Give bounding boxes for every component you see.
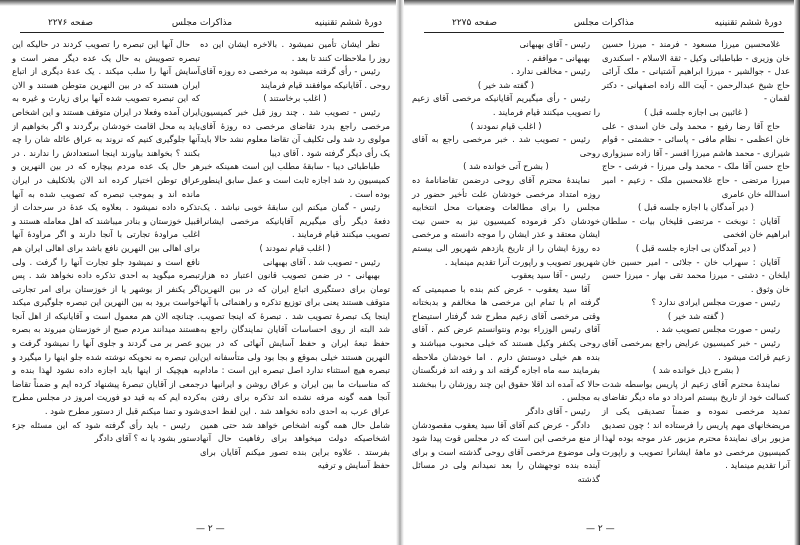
stage-note: ( دیر آمدگان با اجازه جلسه قبل ) [638, 202, 754, 213]
paragraph: دادگر - عرض کنم آقای آقا سید یعقوب مقصودشان از منع مرخصی این است که در مجلس قوت پیدا شود ولی موضوع مرخصی آقای روحی گذشته است و برای آینده بنده توجهشان را بعد نمیدانم ولی در مسائل گذشته [412, 419, 600, 484]
paragraph: رئیس - تصویب شد . خبر مرخصی راجع به آقای روحی [412, 134, 600, 158]
paragraph: رئیس - رأی میگیریم آقایانیکه مرخصی آقای زعیم را تصویب میکنند قیام فرمایند . [412, 93, 600, 117]
paragraph: رئیس - صورت مجلس ایرادی ندارد ؟ [651, 297, 780, 308]
stage-note: ( غائبین بی اجازه جلسه قبل ) [644, 106, 748, 117]
paragraph: رئیس - صورت مجلس تصویب شد . [656, 324, 780, 335]
text-column [412, 38, 600, 487]
paragraph: رئیس - گمان میکنم این سابقهٔ خوبی نباشد . یک دفعهٔ دیگر رأی میگیریم آقایانیکه مرخصی ایشانرا تصویب میکنند قیام فرمایند . [200, 202, 390, 240]
paragraph: رئیس - تصویب شد . چند روز قبل خبر کمیسیون مرخصی راجع بدرد تقاضای مرخصی ده روزهٔ آقای مولوی رد شد ولی تکلیف آن تقاضا معلوم نشد حالا باید یک رأی دیگر گرفته شود . آقای دیبا [200, 106, 390, 158]
paragraph: رئیس - آقای دادگر [525, 406, 590, 417]
page-header [424, 18, 784, 33]
book-fold [396, 0, 404, 545]
paragraph: حاج آقا رضا رفیع - محمد ولی خان اسدی - علی خان اعظمی - نظام مافی - پاسائی - حشمتی - قوام شیرازی - محمد هاشم میرزا افسر - آقا زاده سبزواری حاج حسن آقا ملک - محمد ولی میرزا - فرشی - حاج میرزا مرتضی - حاج غلامحسین ملک - زعیم - امیر اسدالله خان عامری [602, 120, 790, 199]
page-header [20, 18, 384, 33]
stage-note: ( گفته شد خیر ) [477, 79, 535, 90]
stage-note: ( اغلب قیام نمودند ) [259, 242, 331, 253]
header-title: مذاکرات مجلس [171, 18, 233, 28]
paragraph: غلامحسین میرزا مسعود - فرمند - میرزا حسین خان وزیری - طباطبائی وکیل - ثقة الاسلام - اسکندری عدل - جوالشیر - میرزا ابراهیم آشتیانی - ملک آرائی حاج شیخ عبدالرحمن - آیت الله زاده اصفهانی - دکتر لقمان - [602, 39, 790, 104]
paragraph: بهبهانی - در ضمن تصویب قانون اعتبار ده هزار تومان برای دستگیری اتباع ایران که در بین النهرین متوقف هستند یعنی برای توزیع تذکره و راهنمائی با آنها اینجا یک تبصرهٔ تصویب شد . تبصرهٔ که اینجا تصویب شد البته از روی احساسات آقایان نمایندگان راجع به حفظ تبعهٔ ایران و حفظ آسایش آنهائی که در بین النهرین هستند خیلی بموقع و بجا بود ولی متأسفانه این تبصره هیچ استثناء ندارد اصل تبصره این است : مادام که مناسبات ما بین ایران و عراق روشن و ایرانیها در آنجا همه گونه مرفه نشده اند تذکره برای رفتن به عراق عرب به احدی داده نخواهد شد . این لفظ احدی شامل حال همه گونه اشخاص خواهد شد حتی همین اشخاصیکه دولت میخواهد برای رفاهیت حال آنها بفرستد . علاوه براین بنده تصور میکنم آقایان برای حفظ آسایش و ترفیه [200, 270, 390, 471]
stage-note: ( گفته شد خیر ) [667, 310, 725, 321]
stage-note: ( اغلب برخاستند ) [263, 93, 327, 104]
page-number: صفحه ۲۲۷۶ [48, 18, 94, 28]
text-column [200, 38, 390, 473]
page-footer-number: — ۲ — [586, 524, 615, 534]
paragraph: رئیس - رأی گرفته میشود به مرخصی ده روزه آقای روحی . آقایانیکه موافقند قیام فرمایند [200, 66, 390, 90]
text-column [602, 38, 790, 473]
paragraph: رئیس - خبر کمیسیون عرایض راجع بمرخصی آقای زعیم قرائت میشود . [602, 338, 790, 362]
paragraph: آقا سید یعقوب - عرض کنم بنده با صمیمیتی که گرفته ام با تمام این مرخصی ها مخالفم و بدبختانه وقتی مرخصی آقای زعیم مطرح شد گرفتار استیضاح آقای رئیس الوزراء بودم ونتوانستم عرض کنم . آقای روحی یکنفر وکیل هستند که خیلی محبوب میباشند و بنده هم خیلی دوستش دارم . اما خودشان ملاحظه بفرمایند سه ماه اجازه گرفته اند و رفته اند فرنگستان حالا که آمده اند اقلا حقوق این چند روزشان را ببخشند به مجلس . [412, 283, 600, 403]
stage-note: ( بشرح آتی خوانده شد ) [463, 161, 549, 172]
journal-title: دورهٔ ششم تقنینیه [714, 18, 782, 28]
paragraph: حال آنها این تبصره را تصویب کردند در حالیکه این تبصره تصویبش به حال یک عده دیگر مضر است و آسایش آنها را سلب میکند . یک عدهٔ دیگری از اتباع ایران هستند که در بین النهرین متوطن هستند و الان که این تبصره تصویب شده آنها برای زیارت و غیره به ایران آمده وفعلا در ایران متوقف هستند و این اشخاص باید به محل اقامت خودشان برگردند و اگر بخواهیم از آنها جلوگیری کنیم که نروند به عراق عائله شان را چه بکنند ؟ بخواهند بیاورند اینجا استعدادش را ندارند . در هر حال یک عده مردم بیچاره که در بین النهرین و عراق توطن اختیار کرده اند الان بلاتکلیف در ایران مانده اند و بموجب تبصره که تصویب شده به آنها تذکره داده نمیشود . بعلاوه یک عدهٔ در سرحدات از قبیل خوزستان و بنادر میباشند که اهل معامله هستند و اغلب مراودهٔ تجارتی با آنجا دارند و اگر مراودهٔ آنها برای اهالی بین النهرین نافع باشد برای اهالی ایران هم نافع است و نمیشود جلو تجارت آنها را گرفت . ولی تبصره میگوید به احدی تذکره داده نخواهد شد . پس اگر یکنفر از بوشهر یا از خوزستان برای امر تجارتی خواست برود به بین النهرین این تبصره جلوگیری میکند . چنانچه الان هم معمول است و آقایانیکه از اهل آنجا هستند میدانند مردم صبح از خوزستان میروند به بصره و عصر بر می گردند و جلوی آنها را نمیشود گرفت و این تبصره به نحویکه نوشته شده جلو اینها را میگیرد و به هیچیک از اینها باید اجازه داده نشود لهذا بنده و جمعی از آقایان تبصرهٔ پیشنهاد کرده ایم و ضمناً تقاضا کرده ایم که به قید دو فوریت امروز در مجلس مطرح شود و تمنا میکنم قبل از دستور مطرح شود . [12, 39, 200, 417]
paragraph: نظر ایشان تأمین نمیشود . بالاخره ایشان این ده روز را ملاحظات کنند تا بعد . [200, 39, 390, 63]
stage-note: ( اغلب قیام نمودند ) [470, 120, 542, 131]
page-right [404, 0, 796, 545]
paragraph: آقایان : نوبخت - مرتضی قلیخان بیات - سلطان ابراهیم خان افخمی [602, 215, 790, 240]
paragraph: رئیس - مخالفی ندارد . [511, 66, 590, 77]
paragraph: طباطبائی دیبا - سابقهٔ مطلب این است همینکه خبر کمیسیون رد شد اجازه ثابت است و عمل سابق اینطور بوده است . [200, 161, 390, 199]
journal-title: دورهٔ ششم تقنینیه [314, 18, 382, 28]
paragraph: رئیس - آقای بهبهانی [519, 39, 590, 49]
stage-note: ( دیر آمدگان بی اجازه جلسه قبل ) [635, 242, 757, 253]
paragraph: آقایان : سهراب خان - جلائی - امیر حسین خان ایلخان - دشتی - میرزا محمد تقی بهار - میرزا حسن خان وثوق . [602, 256, 790, 294]
page-footer-number: — ۲ — [196, 524, 225, 534]
paragraph: رئیس - آقا سید یعقوب [511, 270, 590, 281]
page-left [0, 0, 396, 545]
paragraph: بهبهانی - موافقم . [526, 52, 590, 63]
stage-note: ( بشرح ذیل خوانده شد ) [652, 365, 740, 376]
paragraph: رئیس - تصویب شد . آقای بهبهانی [262, 256, 380, 267]
paragraph: نمایندهٔ محترم آقای روحی درضمن تقاضانامهٔ ده روزه امتداد مرخصی خودشان علت تأخیر حضور در مجلس را برای مطالعات وضعیات محل انتخابیه خودشان ذکر فرموده کمیسیون نیز به حسن نیت ایشان معتقد و عذر ایشان را موجه دانسته و مرخصی ده روزهٔ ایشان را از تاریخ یازدهم شهریور الی بیستم شهریور تصویب و راپورت آنرا تقدیم مینماید . [412, 174, 600, 267]
text-column [12, 38, 200, 446]
page-number: صفحه ۲۲۷۵ [452, 18, 498, 28]
paragraph: رئیس - باید رأی گرفته شود که این مسئله جزء دستور بشود یا نه ؟ آقای دادگر [12, 419, 200, 444]
paragraph: نمایندهٔ محترم آقای زعیم از پاریس بواسطه شدت کسالت خود از تاریخ بیستم امرداد دو ماه دیگر تقاضای تمدید مرخصی نموده و ضمناً تصدیقی یکی از مریضخانهای مهم پاریس را فرستاده اند ؛ چون تصدیق مزبور برای نمایندهٔ محترم مزبور عذر موجه بوده لهذا کمیسیون مرخصی دو ماههٔ ایشانرا تصویب و راپورت آنرا تقدیم مینماید . [602, 378, 790, 471]
header-title: مذاکرات مجلس [573, 18, 635, 28]
